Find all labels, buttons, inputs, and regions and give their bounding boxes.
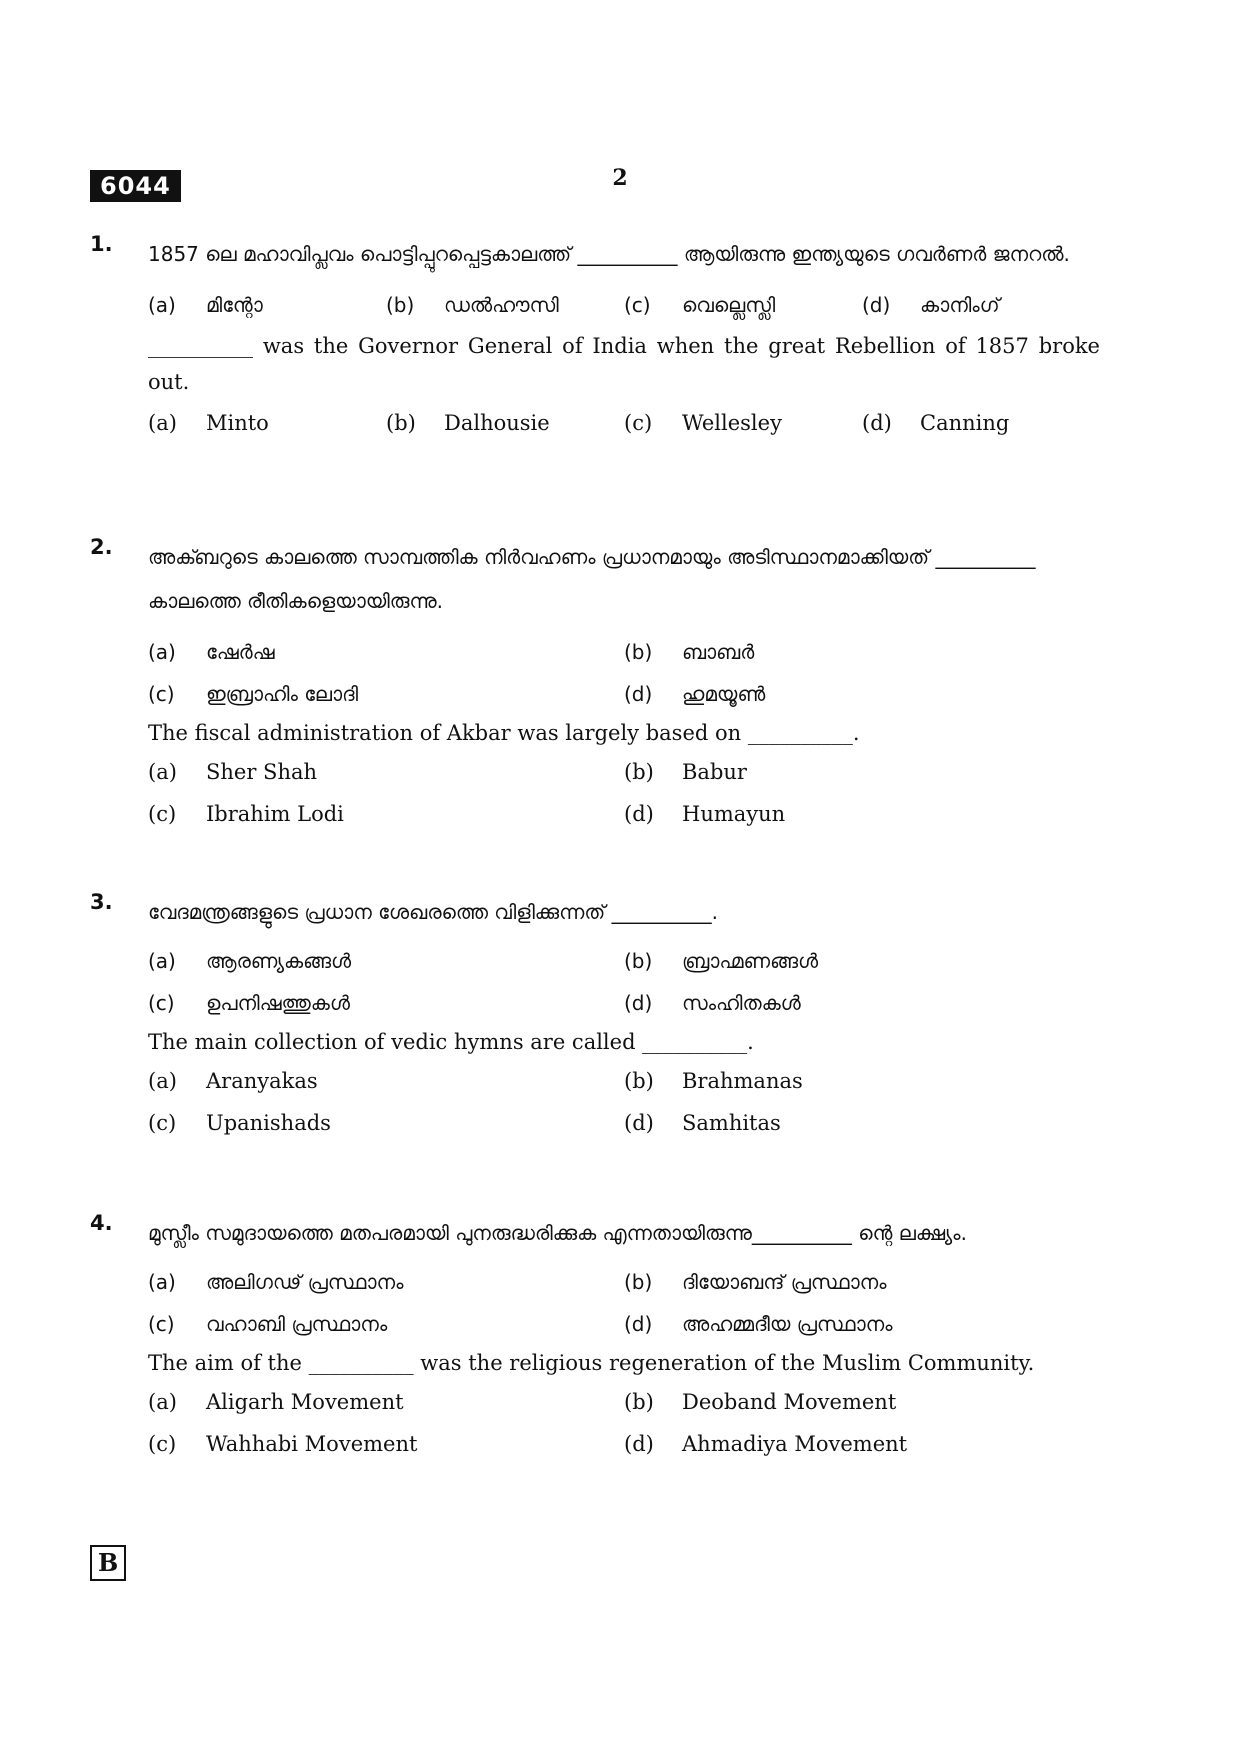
option-b: (b) Babur xyxy=(624,760,747,784)
option-d: (d) അഹമ്മദീയ പ്രസ്ഥാനം xyxy=(624,1312,893,1336)
question-text-english: The main collection of vedic hymns are called __________. xyxy=(148,1030,754,1054)
option-b: (b) Deoband Movement xyxy=(624,1390,897,1414)
options-english xyxy=(148,1060,1100,1144)
option-c: (c) ഉപനിഷത്തുകൾ xyxy=(148,991,350,1015)
question-3 xyxy=(90,890,1100,1144)
option-d: (d) കാനിംഗ് xyxy=(862,293,1000,317)
options-english xyxy=(148,1381,1100,1465)
option-d: (d) ഹുമയൂൺ xyxy=(624,682,766,706)
question-number: 1. xyxy=(90,232,113,256)
option-d: (d) Samhitas xyxy=(624,1111,781,1135)
option-a: (a) അലിഗഢ് പ്രസ്ഥാനം xyxy=(148,1270,404,1294)
options-malayalam xyxy=(148,284,1100,326)
question-number: 3. xyxy=(90,890,113,914)
options-malayalam xyxy=(148,940,1100,1024)
question-4 xyxy=(90,1211,1100,1465)
option-c: (c) വഹാബി പ്രസ്ഥാനം xyxy=(148,1312,388,1336)
option-b: (b) ബ്രാഹ്മണങ്ങൾ xyxy=(624,949,819,973)
question-number: 4. xyxy=(90,1211,113,1235)
options-malayalam xyxy=(148,631,1100,715)
option-d: (d) സംഹിതകൾ xyxy=(624,991,801,1015)
options-malayalam xyxy=(148,1261,1100,1345)
question-text-malayalam: വേദമന്ത്രങ്ങളുടെ പ്രധാന ശേഖരത്തെ വിളിക്കുന്നത് __________. xyxy=(148,900,718,924)
question-text-english: The fiscal administration of Akbar was largely based on __________. xyxy=(148,721,860,745)
option-a: (a) Aranyakas xyxy=(148,1069,318,1093)
option-c: (c) Wahhabi Movement xyxy=(148,1432,418,1456)
option-a: (a) Aligarh Movement xyxy=(148,1390,404,1414)
option-b: (b) ഡൽഹൗസി xyxy=(386,293,559,317)
option-a: (a) ഷേർഷ xyxy=(148,640,275,664)
question-text-malayalam: 1857 ലെ മഹാവിപ്ലവം പൊട്ടിപ്പുറപ്പെട്ടകാലത്ത് __________ ആയിരുന്നു ഇന്ത്യയുടെ ഗവർണർ ജനറൽ. xyxy=(148,242,1070,266)
option-a: (a) Sher Shah xyxy=(148,760,318,784)
option-b: (b) Brahmanas xyxy=(624,1069,803,1093)
question-text-english: __________ was the Governor General of India when the great Rebellion of 1857 broke out. xyxy=(148,334,1100,394)
option-b: (b) ദിയോബന്ദ് പ്രസ്ഥാനം xyxy=(624,1270,887,1294)
option-d: (d) Humayun xyxy=(624,802,786,826)
page-number: 2 xyxy=(612,165,628,191)
option-c: (c) വെല്ലെസ്ലി xyxy=(624,293,776,317)
question-text-malayalam: അക്ബറുടെ കാലത്തെ സാമ്പത്തിക നിർവഹണം പ്രധാനമായും അടിസ്ഥാനമാക്കിയത് __________ കാലത്തെ രീതികളെയായിരുന്നു. xyxy=(148,545,1036,613)
option-a: (a) Minto xyxy=(148,411,269,435)
option-c: (c) Ibrahim Lodi xyxy=(148,802,344,826)
options-english xyxy=(148,751,1100,835)
option-c: (c) Upanishads xyxy=(148,1111,331,1135)
question-number: 2. xyxy=(90,535,113,559)
question-text-malayalam: മുസ്ലീം സമുദായത്തെ മതപരമായി പുനരുദ്ധരിക്കുക എന്നതായിരുന്നു__________ ന്റെ ലക്ഷ്യം. xyxy=(148,1221,967,1245)
option-a: (a) മിന്റോ xyxy=(148,293,263,317)
option-b: (b) ബാബർ xyxy=(624,640,755,664)
option-a: (a) ആരണ്യകങ്ങൾ xyxy=(148,949,352,973)
question-1 xyxy=(90,232,1100,444)
question-2 xyxy=(90,535,1100,835)
option-c: (c) Wellesley xyxy=(624,411,782,435)
option-b: (b) Dalhousie xyxy=(386,411,550,435)
paper-code: 6044 xyxy=(90,170,181,202)
option-c: (c) ഇബ്രാഹിം ലോദി xyxy=(148,682,359,706)
series-code: B xyxy=(90,1545,126,1581)
option-d: (d) Ahmadiya Movement xyxy=(624,1432,908,1456)
options-english xyxy=(148,402,1100,444)
question-text-english: The aim of the __________ was the religious regeneration of the Muslim Community. xyxy=(148,1351,1035,1375)
option-d: (d) Canning xyxy=(862,411,1010,435)
